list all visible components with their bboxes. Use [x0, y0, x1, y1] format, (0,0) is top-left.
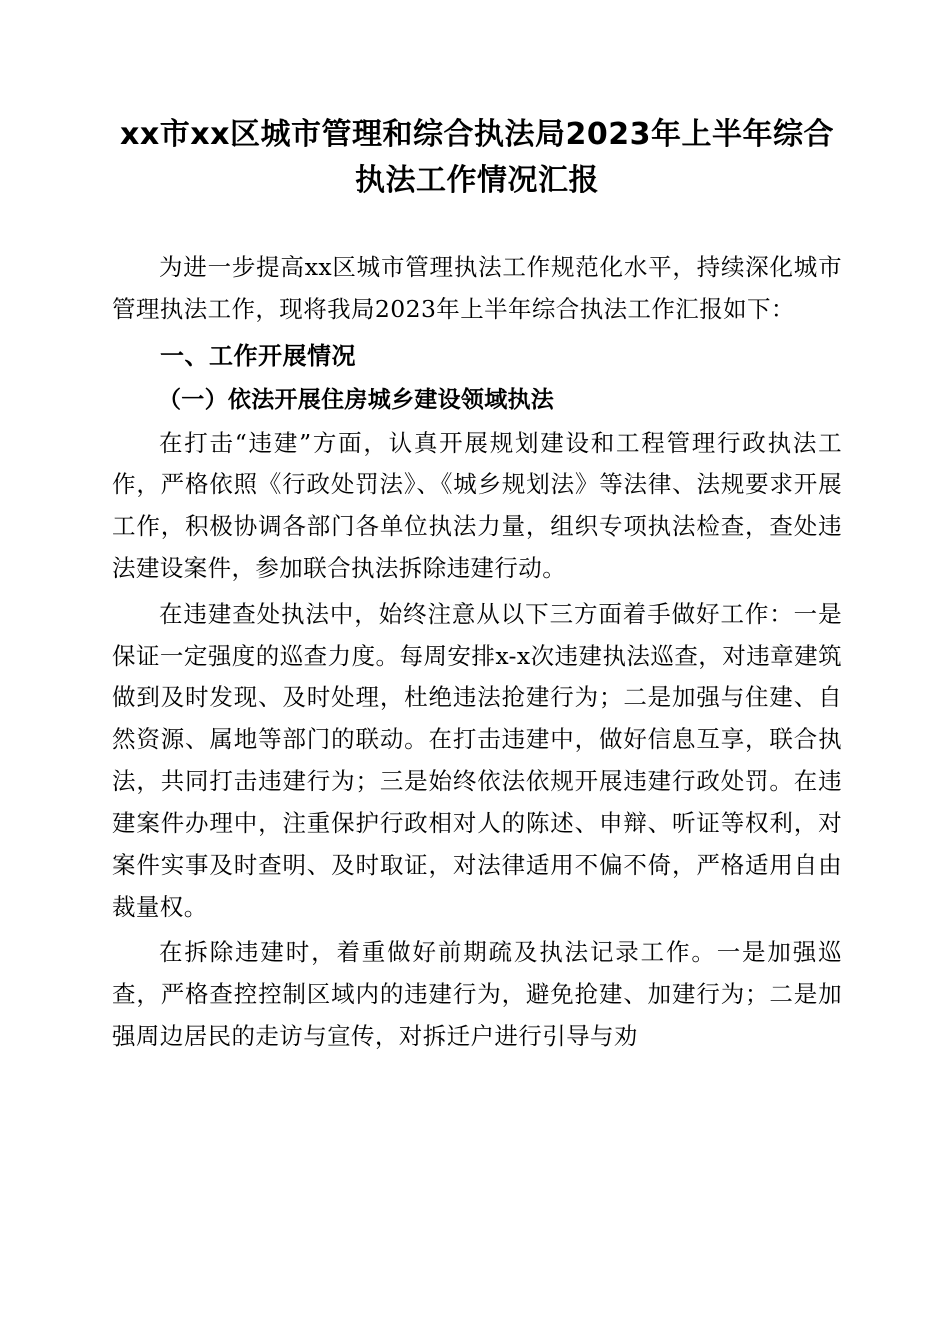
subsection-heading-1: （一）依法开展住房城乡建设领域执法	[158, 386, 555, 413]
paragraph-illegal-construction: 在打击“违建”方面，认真开展规划建设和工程管理行政执法工作，严格依照《行政处罚法》、《城乡规划法》等法律、法规要求开展工作，积极协调各部门各单位执法力量，组织专项执法检查，查处违法建设案件，参加联合执法拆除违建行动。	[112, 428, 842, 582]
page-title: xx市xx区城市管理和综合执法局2023年上半年综合执法工作情况汇报	[120, 117, 834, 198]
section-heading-1: 一、工作开展情况	[160, 341, 356, 370]
paragraph-three-aspects: 在违建查处执法中，始终注意从以下三方面着手做好工作：一是保证一定强度的巡查力度。每周安排x-x次违建执法巡查，对违章建筑做到及时发现、及时处理，杜绝违法抢建行为；二是加强与住建、自然资源、属地等部门的联动。在打击违建中，做好信息互享，联合执法，共同打击违建行为；三是始终依法依规开展违建行政处罚。在违建案件办理中，注重保护行政相对人的陈述、申辩、听证等权利，对案件实事及时查明、及时取证，对法律适用不偏不倚，严格适用自由裁量权。	[112, 599, 842, 921]
paragraph-demolition: 在拆除违建时，着重做好前期疏及执法记录工作。一是加强巡查，严格查控控制区域内的违建行为，避免抢建、加建行为；二是加强周边居民的走访与宣传，对拆迁户进行引导与劝	[112, 938, 842, 1051]
paragraph-intro: 为进一步提高xx区城市管理执法工作规范化水平，持续深化城市管理执法工作，现将我局2023年上半年综合执法工作汇报如下：	[112, 253, 842, 324]
